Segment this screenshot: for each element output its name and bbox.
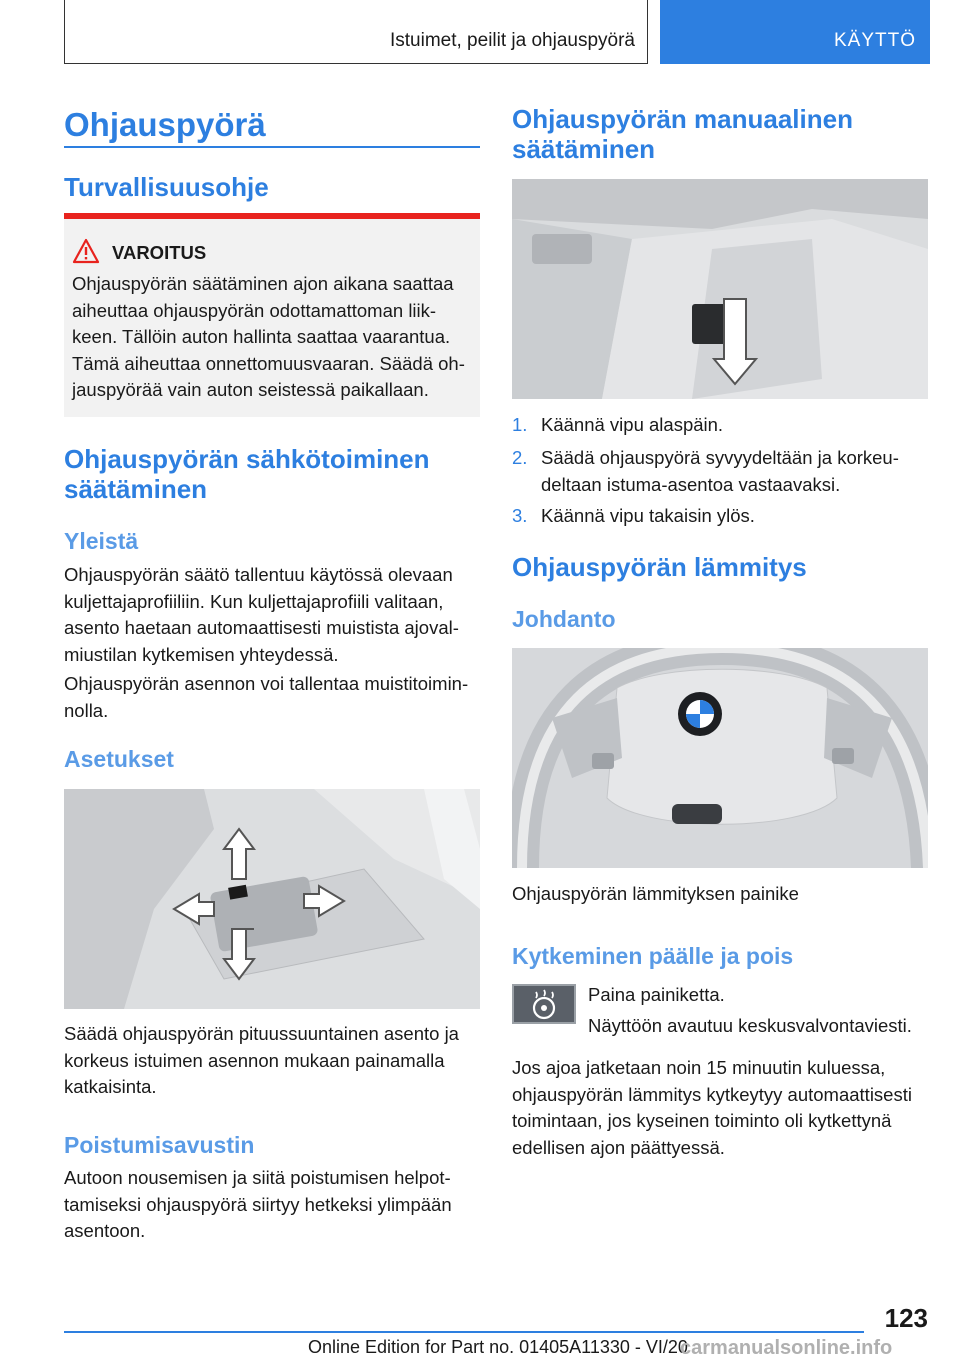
image-caption: Ohjauspyörän lämmityksen painike bbox=[512, 883, 799, 904]
step-number: 1. bbox=[512, 414, 528, 435]
heating-heading: Ohjauspyörän lämmitys bbox=[512, 552, 807, 582]
watermark: carmanualsonline.info bbox=[680, 1337, 893, 1359]
general-heading: Yleistä bbox=[64, 528, 139, 554]
text-line: Jos ajoa jatketaan noin 15 minuutin kuluessa, bbox=[512, 1057, 886, 1078]
warning-bar bbox=[64, 213, 480, 219]
footer-rule bbox=[64, 1331, 864, 1333]
settings-heading: Asetukset bbox=[64, 746, 174, 772]
manual-lever-image bbox=[512, 179, 928, 399]
title-rule bbox=[64, 146, 480, 148]
step-text bbox=[541, 445, 931, 498]
warning-label: VAROITUS bbox=[112, 242, 207, 263]
text-line: korkeus istuimen asennon mukaan painamalla bbox=[64, 1049, 445, 1071]
text-line: Autoon nousemisen ja siitä poistumisen helpot- bbox=[64, 1167, 451, 1188]
text-line: deltaan istuma-asentoa vastaavaksi. bbox=[541, 473, 841, 495]
heading-line: säätäminen bbox=[64, 474, 208, 504]
exit-assist-heading: Poistumisavustin bbox=[64, 1132, 255, 1158]
steering-wheel-image bbox=[512, 648, 928, 868]
auto-paragraph bbox=[512, 1055, 932, 1161]
text-line: asento haetaan automaattisesti muistista ajoval- bbox=[64, 617, 459, 638]
manual-adjust-heading bbox=[512, 104, 853, 164]
text-line: ohjauspyörän lämmitys kytkeytyy automaattisesti bbox=[512, 1083, 912, 1105]
warning-line: jauspyörää vain auton seistessä paikallaan. bbox=[72, 379, 429, 400]
step-number: 3. bbox=[512, 505, 528, 526]
chapter-tab bbox=[660, 0, 930, 64]
warning-line: Tämä aiheuttaa onnettomuusvaaran. Säädä oh- bbox=[72, 352, 465, 374]
text-line: nolla. bbox=[64, 699, 109, 721]
heading-line: Ohjauspyörän sähkötoiminen bbox=[64, 444, 430, 474]
page-number: 123 bbox=[884, 1303, 928, 1333]
warning-line: Ohjauspyörän säätäminen ajon aikana saattaa bbox=[72, 273, 454, 294]
text-line: Säädä ohjauspyörä syvyydeltään ja korkeu- bbox=[541, 447, 899, 468]
edition-text: Online Edition for Part no. 01405A11330 - VI/20 bbox=[308, 1337, 688, 1357]
steering-heat-icon bbox=[514, 986, 574, 1022]
heading-line: säätäminen bbox=[512, 134, 656, 164]
warning-line: aiheuttaa ohjauspyörän odottamattoman liik- bbox=[72, 299, 437, 321]
section-tab bbox=[64, 0, 648, 64]
text-line: katkaisinta. bbox=[64, 1076, 157, 1097]
text-line: tamiseksi ohjauspyörä siirtyy hetkeksi ylimpään bbox=[64, 1193, 452, 1215]
text-line: toimintaan, jos kyseinen toiminto oli kytkettynä bbox=[512, 1110, 892, 1131]
text-line: miustilan kytkemisen yhteydessä. bbox=[64, 643, 339, 665]
safety-heading: Turvallisuusohje bbox=[64, 172, 269, 202]
step-text: Käännä vipu alaspäin. bbox=[541, 414, 724, 435]
text-line: Säädä ohjauspyörän pituussuuntainen asento ja bbox=[64, 1023, 459, 1044]
text-line: Ohjauspyörän säätö tallentuu käytössä olevaan bbox=[64, 564, 453, 585]
display-text: Näyttöön avautuu keskusvalvontaviesti. bbox=[588, 1015, 912, 1036]
heading-line: Ohjauspyörän manuaalinen bbox=[512, 104, 853, 134]
step-number: 2. bbox=[512, 447, 528, 468]
exit-assist-paragraph bbox=[64, 1165, 484, 1245]
chapter-title: KÄYTTÖ bbox=[833, 30, 916, 51]
electric-adjust-heading bbox=[64, 444, 430, 504]
steering-wheel-illustration bbox=[512, 648, 928, 868]
manual-lever-illustration bbox=[512, 179, 928, 399]
section-title: Istuimet, peilit ja ohjauspyörä bbox=[389, 30, 635, 51]
warning-text bbox=[72, 271, 476, 404]
steering-switch-illustration bbox=[64, 789, 480, 1009]
general-paragraph-1 bbox=[64, 562, 484, 668]
warning-triangle-icon bbox=[72, 238, 100, 264]
heating-button-icon bbox=[512, 984, 576, 1024]
text-line: asentoon. bbox=[64, 1220, 146, 1241]
page-title: Ohjauspyörä bbox=[64, 106, 266, 143]
warning-line: keen. Tällöin auton hallinta saattaa vaarantua. bbox=[72, 326, 451, 347]
step-text: Käännä vipu takaisin ylös. bbox=[541, 505, 755, 526]
text-line: edellisen ajon päättyessä. bbox=[512, 1136, 725, 1158]
press-text: Paina painiketta. bbox=[588, 984, 725, 1005]
intro-heading: Johdanto bbox=[512, 606, 616, 632]
on-off-heading: Kytkeminen päälle ja pois bbox=[512, 943, 794, 969]
settings-paragraph bbox=[64, 1021, 484, 1101]
text-line: Ohjauspyörän asennon voi tallentaa muistitoimin- bbox=[64, 673, 469, 694]
page-header bbox=[64, 0, 930, 64]
text-line: kuljettajaprofiiliin. Kun kuljettajaprofiili valitaan, bbox=[64, 590, 444, 612]
steering-switch-image bbox=[64, 789, 480, 1009]
general-paragraph-2 bbox=[64, 671, 484, 724]
